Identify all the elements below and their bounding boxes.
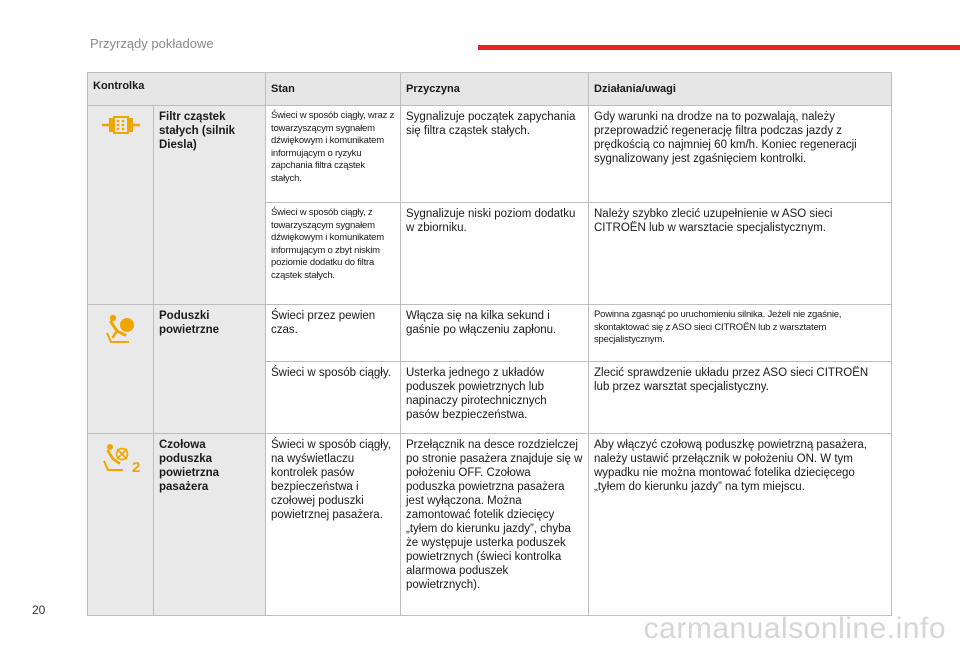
przyczyna-cell: Sygnalizuje niski poziom dodatku w zbiorniku. (401, 203, 589, 305)
dzialania-cell: Zlecić sprawdzenie układu przez ASO sieci CITROËN lub przez warsztat specjalistyczny. (589, 362, 892, 434)
header-stan: Stan (266, 73, 401, 106)
table-row (88, 305, 892, 362)
passenger-airbag-off-icon (93, 442, 148, 474)
header-accent-bar (478, 45, 960, 50)
stan-cell: Świeci w sposób ciągły, z towarzyszącym sygnałem dźwiękowym i komunikatem informującym o zbyt niskim poziomie dodatku do filtra cząstek stałych. (266, 203, 401, 305)
przyczyna-cell: Usterka jednego z układów poduszek powietrznych lub napinaczy pirotechnicznych pasów bezpieczeństwa. (401, 362, 589, 434)
table-row (88, 106, 892, 203)
page-section-title: Przyrządy pokładowe (90, 36, 214, 51)
icon-cell (88, 106, 154, 305)
stan-cell: Świeci w sposób ciągły. (266, 362, 401, 434)
stan-cell: Świeci w sposób ciągły, na wyświetlaczu kontrolek pasów bezpieczeństwa i czołowej poduszki powietrznej pasażera. (266, 434, 401, 616)
airbag-icon (93, 313, 148, 345)
dzialania-cell: Gdy warunki na drodze na to pozwalają, należy przeprowadzić regenerację filtra podczas jazdy z prędkością co najmniej 60 km/h. Koniec regeneracji sygnalizowany jest zgaśnięciem kontrolki. (589, 106, 892, 203)
watermark: carmanualsonline.info (643, 612, 946, 645)
warning-lights-table (87, 72, 892, 616)
svg-text:2: 2 (131, 459, 140, 474)
dzialania-cell: Należy szybko zlecić uzupełnienie w ASO sieci CITROËN lub w warsztacie specjalistycznym. (589, 203, 892, 305)
header-kontrolka: Kontrolka (88, 73, 266, 106)
przyczyna-cell: Sygnalizuje początek zapychania się filtra cząstek stałych. (401, 106, 589, 203)
przyczyna-cell: Przełącznik na desce rozdzielczej po stronie pasażera znajduje się w położeniu OFF. Czołowa poduszka powietrzna pasażera jest wyłączona. Można zamontować fotelik dziecięcy „tyłem do kierunku jazdy”, chyba że występuje usterka poduszek powietrznych (świeci kontrolka alarmowa poduszek powietrznych). (401, 434, 589, 616)
table-row (88, 434, 892, 616)
dzialania-cell: Aby włączyć czołową poduszkę powietrzną pasażera, należy ustawić przełącznik w położeniu ON. W tym wypadku nie można montować fotelika dziecięcego „tyłem do kierunku jazdy” na tym miejscu. (589, 434, 892, 616)
header-dzialania: Działania/uwagi (589, 73, 892, 106)
icon-cell (88, 434, 154, 616)
warning-light-name: Poduszki powietrzne (154, 305, 266, 434)
warning-light-name: Czołowa poduszka powietrzna pasażera (154, 434, 266, 616)
stan-cell: Świeci przez pewien czas. (266, 305, 401, 362)
icon-cell (88, 305, 154, 434)
dzialania-cell: Powinna zgasnąć po uruchomieniu silnika. Jeżeli nie zgaśnie, skontaktować się z ASO sieci CITROËN lub z warsztatem specjalistycznym. (589, 305, 892, 362)
przyczyna-cell: Włącza się na kilka sekund i gaśnie po włączeniu zapłonu. (401, 305, 589, 362)
table-header-row (88, 73, 892, 106)
page-number: 20 (32, 603, 46, 617)
stan-cell: Świeci w sposób ciągły, wraz z towarzyszącym sygnałem dźwiękowym i komunikatem informującym o ryzyku zapchania filtra cząstek stałych. (266, 106, 401, 203)
warning-light-name: Filtr cząstek stałych (silnik Diesla) (154, 106, 266, 305)
header-przyczyna: Przyczyna (401, 73, 589, 106)
diesel-particulate-filter-icon (93, 114, 148, 136)
